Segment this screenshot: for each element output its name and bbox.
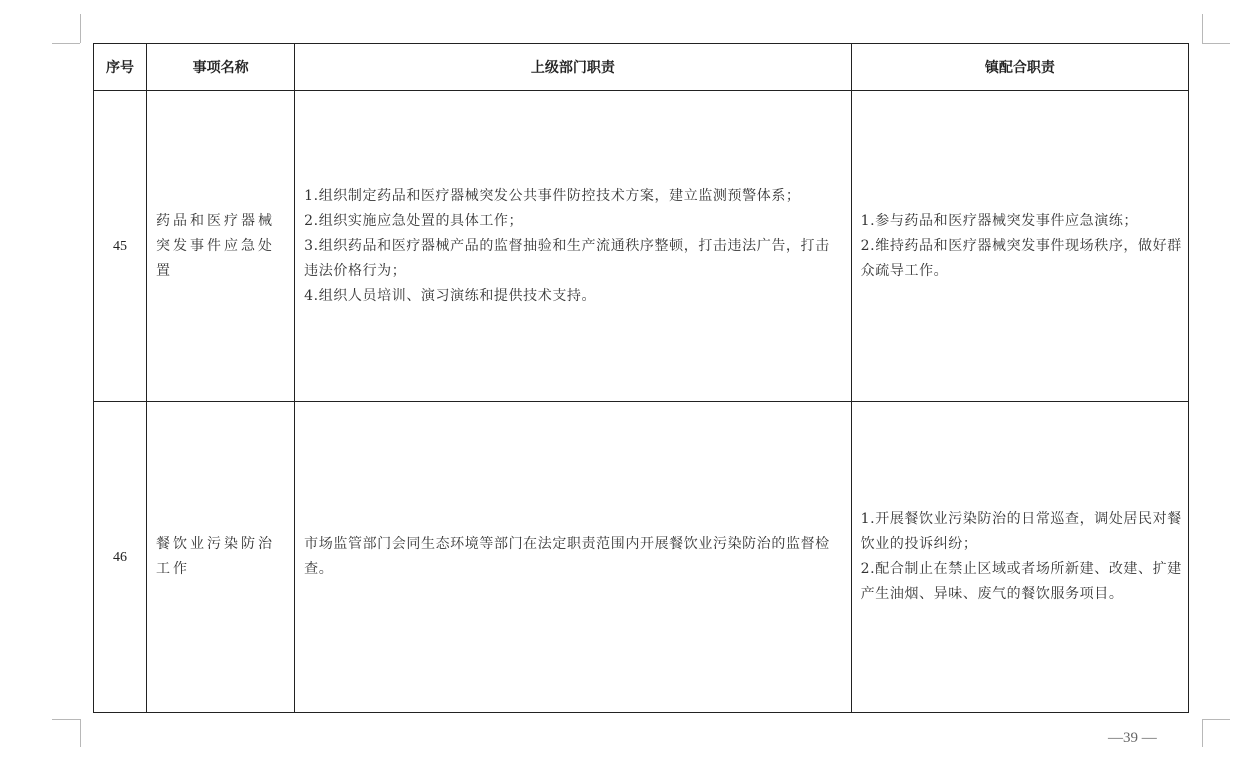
duty-item: 1.参与药品和医疗器械突发事件应急演练； — [860, 212, 1139, 229]
crop-mark — [1202, 43, 1230, 44]
header-upper-duties: 上级部门职责 — [295, 44, 852, 91]
table-row — [94, 402, 1189, 713]
duty-item: 2.维持药品和医疗器械突发事件现场秩序，做好群众疏导工作。 — [860, 237, 1182, 279]
header-item-name: 事项名称 — [147, 44, 295, 91]
crop-mark — [1202, 719, 1203, 747]
header-serial: 序号 — [94, 44, 147, 91]
crop-mark — [80, 14, 81, 43]
table-header-row — [94, 44, 1189, 91]
table-row — [94, 91, 1189, 402]
upper-duties-cell — [295, 91, 852, 402]
crop-mark — [80, 719, 81, 747]
upper-duties-cell — [295, 402, 852, 713]
duty-item: 1.开展餐饮业污染防治的日常巡查，调处居民对餐饮业的投诉纠纷； — [860, 511, 1182, 552]
page-number: —39 — — [1108, 730, 1157, 746]
duty-item: 市场监管部门会同生态环境等部门在法定职责范围内开展餐饮业污染防治的监督检查。 — [304, 536, 830, 577]
town-duties-cell — [851, 91, 1188, 402]
header-town-duties: 镇配合职责 — [851, 44, 1188, 91]
duty-item: 4.组织人员培训、演习演练和提供技术支持。 — [304, 287, 597, 304]
item-name-cell: 药品和医疗器械突发事件应急处置 — [147, 91, 295, 402]
crop-mark — [1202, 719, 1230, 720]
serial-cell: 45 — [94, 91, 147, 402]
crop-mark — [52, 719, 80, 720]
duty-item: 2.配合制止在禁止区域或者场所新建、改建、扩建产生油烟、异味、废气的餐饮服务项目。 — [860, 561, 1182, 602]
duty-item: 3.组织药品和医疗器械产品的监督抽验和生产流通秩序整顿，打击违法广告，打击违法价格行为； — [304, 237, 830, 279]
serial-cell: 46 — [94, 402, 147, 713]
crop-mark — [1202, 14, 1203, 43]
crop-mark — [52, 43, 80, 44]
duty-item: 1.组织制定药品和医疗器械突发公共事件防控技术方案，建立监测预警体系； — [304, 187, 801, 204]
duty-table — [93, 43, 1189, 713]
item-name-cell: 餐饮业污染防治工作 — [147, 402, 295, 713]
town-duties-cell — [851, 402, 1188, 713]
duty-item: 2.组织实施应急处置的具体工作； — [304, 212, 524, 229]
